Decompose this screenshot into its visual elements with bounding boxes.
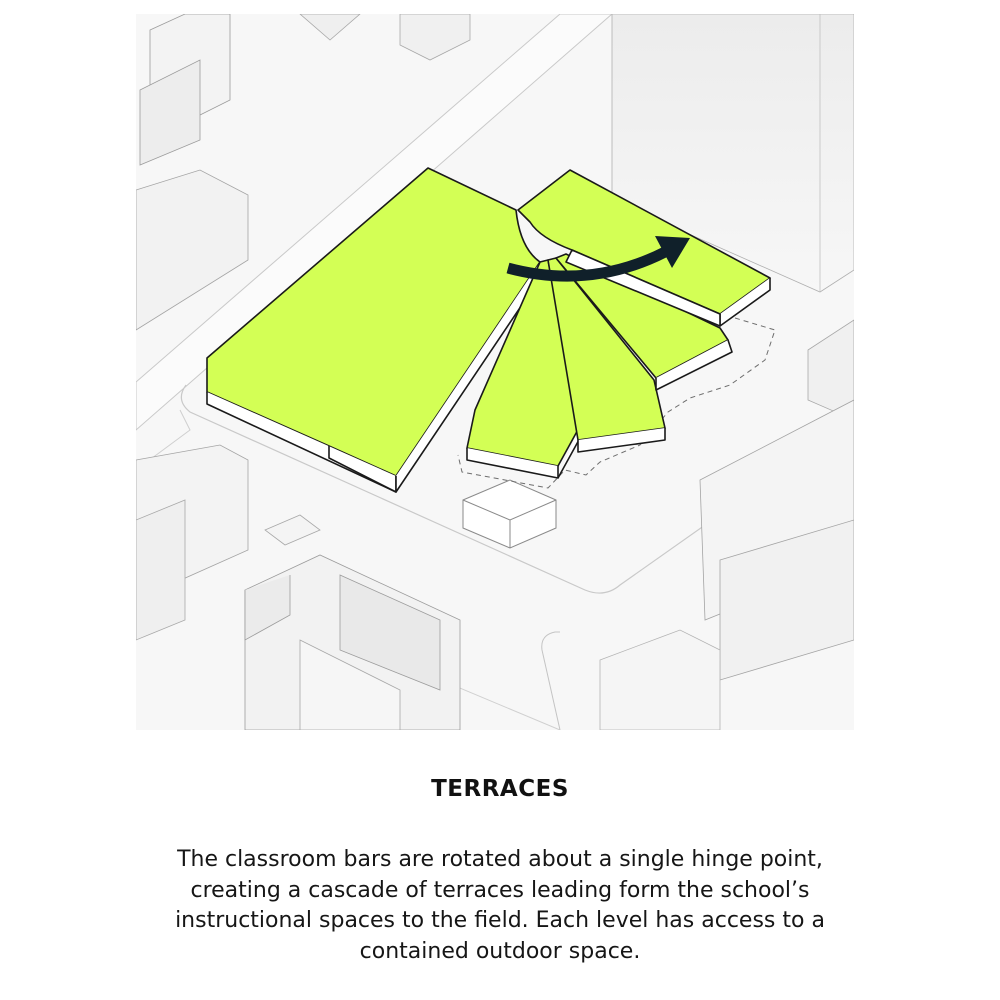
diagram-title: TERRACES xyxy=(431,776,569,802)
caption-line: The classroom bars are rotated about a single hinge point, xyxy=(177,847,823,872)
caption-line: contained outdoor space. xyxy=(359,938,641,964)
caption-line: creating a cascade of terraces leading form the school’s xyxy=(190,877,810,903)
caption-line: instructional spaces to the field. Each level has access to a xyxy=(175,908,825,933)
diagram-caption xyxy=(130,845,870,967)
